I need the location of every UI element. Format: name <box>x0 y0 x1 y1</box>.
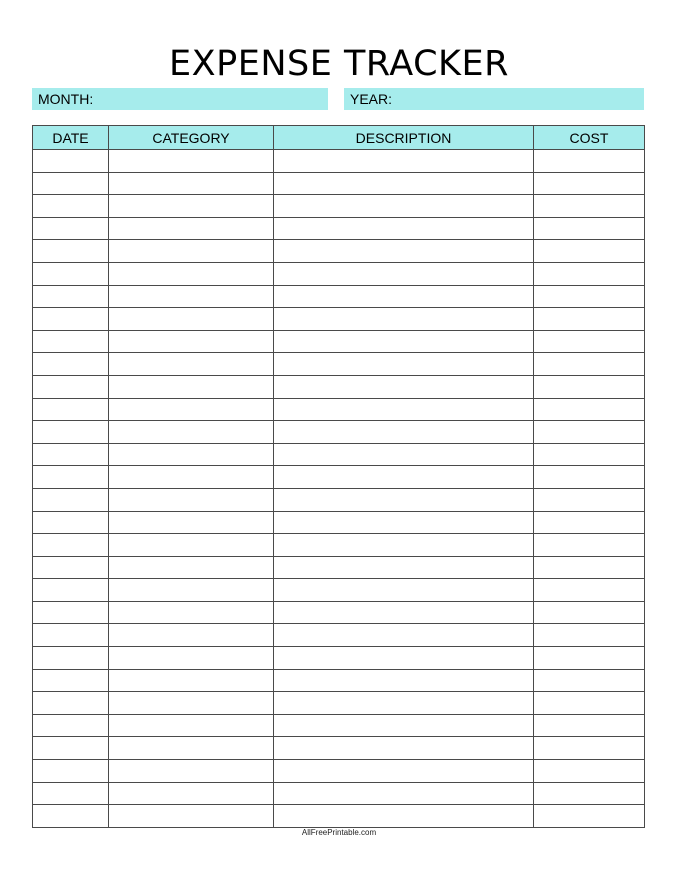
description-cell[interactable] <box>274 692 534 715</box>
description-cell[interactable] <box>274 669 534 692</box>
column-header-category: CATEGORY <box>109 126 274 150</box>
table-row <box>33 647 645 670</box>
cost-cell[interactable] <box>534 488 645 511</box>
column-header-description: DESCRIPTION <box>274 126 534 150</box>
date-cell[interactable] <box>33 195 109 218</box>
date-cell[interactable] <box>33 692 109 715</box>
date-cell[interactable] <box>33 647 109 670</box>
category-cell[interactable] <box>109 760 274 783</box>
table-row <box>33 511 645 534</box>
table-body <box>33 150 645 828</box>
category-cell[interactable] <box>109 240 274 263</box>
cost-cell[interactable] <box>534 262 645 285</box>
category-cell[interactable] <box>109 782 274 805</box>
date-cell[interactable] <box>33 466 109 489</box>
description-cell[interactable] <box>274 624 534 647</box>
description-cell[interactable] <box>274 714 534 737</box>
category-cell[interactable] <box>109 714 274 737</box>
cost-cell[interactable] <box>534 669 645 692</box>
cost-cell[interactable] <box>534 443 645 466</box>
cost-cell[interactable] <box>534 534 645 557</box>
table-row <box>33 240 645 263</box>
description-cell[interactable] <box>274 466 534 489</box>
table-row <box>33 353 645 376</box>
cost-cell[interactable] <box>534 624 645 647</box>
date-cell[interactable] <box>33 805 109 828</box>
category-cell[interactable] <box>109 647 274 670</box>
date-cell[interactable] <box>33 556 109 579</box>
date-cell[interactable] <box>33 624 109 647</box>
description-cell[interactable] <box>274 285 534 308</box>
year-label: YEAR: <box>350 91 393 107</box>
table-row <box>33 217 645 240</box>
cost-cell[interactable] <box>534 737 645 760</box>
description-cell[interactable] <box>274 579 534 602</box>
description-cell[interactable] <box>274 217 534 240</box>
cost-cell[interactable] <box>534 601 645 624</box>
category-cell[interactable] <box>109 669 274 692</box>
category-cell[interactable] <box>109 375 274 398</box>
description-cell[interactable] <box>274 421 534 444</box>
cost-cell[interactable] <box>534 172 645 195</box>
date-cell[interactable] <box>33 760 109 783</box>
date-cell[interactable] <box>33 262 109 285</box>
category-cell[interactable] <box>109 421 274 444</box>
category-cell[interactable] <box>109 262 274 285</box>
category-cell[interactable] <box>109 737 274 760</box>
date-cell[interactable] <box>33 398 109 421</box>
description-cell[interactable] <box>274 443 534 466</box>
cost-cell[interactable] <box>534 805 645 828</box>
description-cell[interactable] <box>274 782 534 805</box>
date-cell[interactable] <box>33 150 109 173</box>
date-cell[interactable] <box>33 579 109 602</box>
expense-table <box>32 125 645 828</box>
table-row <box>33 805 645 828</box>
cost-cell[interactable] <box>534 217 645 240</box>
table-row <box>33 285 645 308</box>
table-row <box>33 624 645 647</box>
table-row <box>33 466 645 489</box>
date-cell[interactable] <box>33 601 109 624</box>
table-row <box>33 398 645 421</box>
category-cell[interactable] <box>109 330 274 353</box>
year-field[interactable] <box>344 88 644 110</box>
date-cell[interactable] <box>33 737 109 760</box>
category-cell[interactable] <box>109 353 274 376</box>
date-cell[interactable] <box>33 375 109 398</box>
table-row <box>33 669 645 692</box>
category-cell[interactable] <box>109 511 274 534</box>
table-row <box>33 375 645 398</box>
date-cell[interactable] <box>33 669 109 692</box>
category-cell[interactable] <box>109 172 274 195</box>
description-cell[interactable] <box>274 488 534 511</box>
category-cell[interactable] <box>109 398 274 421</box>
category-cell[interactable] <box>109 150 274 173</box>
cost-cell[interactable] <box>534 647 645 670</box>
cost-cell[interactable] <box>534 285 645 308</box>
cost-cell[interactable] <box>534 195 645 218</box>
table-row <box>33 443 645 466</box>
table-row <box>33 737 645 760</box>
table-row <box>33 308 645 331</box>
category-cell[interactable] <box>109 443 274 466</box>
category-cell[interactable] <box>109 805 274 828</box>
category-cell[interactable] <box>109 556 274 579</box>
cost-cell[interactable] <box>534 692 645 715</box>
table-row <box>33 195 645 218</box>
table-header-row <box>33 126 645 150</box>
date-cell[interactable] <box>33 217 109 240</box>
description-cell[interactable] <box>274 308 534 331</box>
description-cell[interactable] <box>274 172 534 195</box>
table-row <box>33 692 645 715</box>
description-cell[interactable] <box>274 760 534 783</box>
table-row <box>33 782 645 805</box>
category-cell[interactable] <box>109 579 274 602</box>
page-title: EXPENSE TRACKER <box>169 44 509 84</box>
column-header-date: DATE <box>33 126 109 150</box>
cost-cell[interactable] <box>534 398 645 421</box>
description-cell[interactable] <box>274 195 534 218</box>
description-cell[interactable] <box>274 398 534 421</box>
category-cell[interactable] <box>109 488 274 511</box>
table-row <box>33 556 645 579</box>
cost-cell[interactable] <box>534 760 645 783</box>
description-cell[interactable] <box>274 375 534 398</box>
date-cell[interactable] <box>33 714 109 737</box>
date-cell[interactable] <box>33 421 109 444</box>
month-field[interactable] <box>32 88 328 110</box>
cost-cell[interactable] <box>534 240 645 263</box>
table-row <box>33 172 645 195</box>
table-row <box>33 714 645 737</box>
date-cell[interactable] <box>33 240 109 263</box>
description-cell[interactable] <box>274 534 534 557</box>
table-row <box>33 760 645 783</box>
category-cell[interactable] <box>109 534 274 557</box>
table-row <box>33 330 645 353</box>
description-cell[interactable] <box>274 737 534 760</box>
date-cell[interactable] <box>33 511 109 534</box>
date-cell[interactable] <box>33 172 109 195</box>
table-row <box>33 579 645 602</box>
description-cell[interactable] <box>274 805 534 828</box>
description-cell[interactable] <box>274 240 534 263</box>
table-row <box>33 150 645 173</box>
cost-cell[interactable] <box>534 330 645 353</box>
date-cell[interactable] <box>33 782 109 805</box>
category-cell[interactable] <box>109 466 274 489</box>
table-row <box>33 262 645 285</box>
description-cell[interactable] <box>274 150 534 173</box>
date-cell[interactable] <box>33 308 109 331</box>
description-cell[interactable] <box>274 262 534 285</box>
description-cell[interactable] <box>274 511 534 534</box>
cost-cell[interactable] <box>534 150 645 173</box>
description-cell[interactable] <box>274 330 534 353</box>
category-cell[interactable] <box>109 601 274 624</box>
footer-site: AllFreePrintable.com <box>301 828 377 837</box>
category-cell[interactable] <box>109 195 274 218</box>
cost-cell[interactable] <box>534 511 645 534</box>
date-cell[interactable] <box>33 443 109 466</box>
table-row <box>33 534 645 557</box>
description-cell[interactable] <box>274 647 534 670</box>
description-cell[interactable] <box>274 556 534 579</box>
date-cell[interactable] <box>33 488 109 511</box>
description-cell[interactable] <box>274 601 534 624</box>
category-cell[interactable] <box>109 308 274 331</box>
cost-cell[interactable] <box>534 308 645 331</box>
cost-cell[interactable] <box>534 466 645 489</box>
cost-cell[interactable] <box>534 782 645 805</box>
cost-cell[interactable] <box>534 579 645 602</box>
table-row <box>33 421 645 444</box>
cost-cell[interactable] <box>534 375 645 398</box>
date-cell[interactable] <box>33 330 109 353</box>
description-cell[interactable] <box>274 353 534 376</box>
cost-cell[interactable] <box>534 714 645 737</box>
cost-cell[interactable] <box>534 353 645 376</box>
date-cell[interactable] <box>33 534 109 557</box>
date-cell[interactable] <box>33 285 109 308</box>
category-cell[interactable] <box>109 624 274 647</box>
category-cell[interactable] <box>109 285 274 308</box>
date-cell[interactable] <box>33 353 109 376</box>
category-cell[interactable] <box>109 217 274 240</box>
cost-cell[interactable] <box>534 421 645 444</box>
category-cell[interactable] <box>109 692 274 715</box>
month-label: MONTH: <box>38 91 94 107</box>
table-row <box>33 488 645 511</box>
table-row <box>33 601 645 624</box>
column-header-cost: COST <box>534 126 645 150</box>
cost-cell[interactable] <box>534 556 645 579</box>
